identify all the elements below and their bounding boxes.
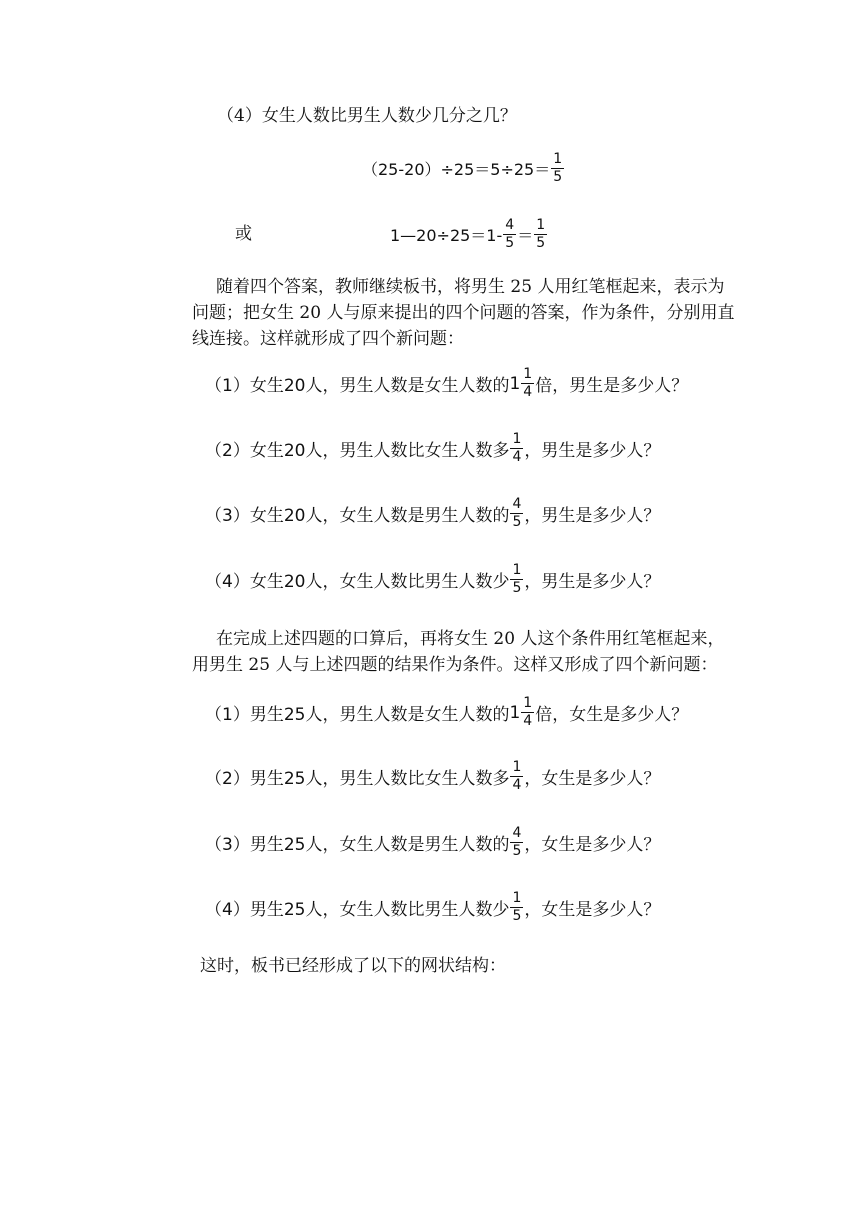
paragraph-1-line-2: 问题；把女生 20 人与原来提出的四个问题的答案，作为条件，分别用直	[192, 303, 735, 323]
paragraph-2-line-1: 在完成上述四题的口算后，再将女生 20 人这个条件用红笔框起来，	[216, 629, 725, 649]
mixed-number: 1 $\frac{1}{4}$	[509, 366, 533, 400]
question-set2-item-2: （2）男生25人，男生人数比女生人数多 $\frac{1}{4}$ ，女生是多少人？	[205, 759, 661, 793]
mixed-number: 1 $\frac{1}{4}$	[509, 695, 533, 729]
paragraph-2-line-2: 用男生 25 人与上述四题的结果作为条件。这样又形成了四个新问题：	[192, 655, 718, 675]
question-set1-item-3: （3）女生20人，女生人数是男生人数的 $\frac{4}{5}$ ，男生是多少人？	[205, 496, 661, 530]
equation-1-result-fraction: $\frac{1}{5}$	[553, 151, 563, 185]
question-set1-item-1: （1）女生20人，男生人数是女生人数的 1 $\frac{1}{4}$ 倍，男生是多少人？	[205, 366, 689, 400]
equation-2-result-fraction: $\frac{1}{5}$	[536, 217, 546, 251]
equation-2-part2: ＝	[517, 226, 534, 245]
equation-2-part1: 1—20÷25＝1-	[390, 226, 503, 245]
question-set2-item-3: （3）男生25人，女生人数是男生人数的 $\frac{4}{5}$ ，女生是多少人？	[205, 825, 661, 859]
question-set2-item-4: （4）男生25人，女生人数比男生人数少 $\frac{1}{5}$ ，女生是多少人？	[205, 890, 661, 924]
equation-1-lhs: （25-20）÷25＝5÷25＝	[362, 160, 551, 179]
question-set1-item-2: （2）女生20人，男生人数比女生人数多 $\frac{1}{4}$ ，男生是多少人？	[205, 431, 661, 465]
question-heading: （4）女生人数比男生人数少几分之几？	[217, 106, 517, 126]
question-set2-item-1: （1）男生25人，男生人数是女生人数的 1 $\frac{1}{4}$ 倍，女生是多少人？	[205, 695, 689, 729]
question-set1-item-4: （4）女生20人，女生人数比男生人数少 $\frac{1}{5}$ ，男生是多少人？	[205, 562, 661, 596]
paragraph-1-line-3: 线连接。这样就形成了四个新问题：	[192, 329, 464, 349]
equation-2-fraction: $\frac{4}{5}$	[505, 217, 515, 251]
closing-text: 这时，板书已经形成了以下的网状结构：	[200, 956, 506, 976]
equation-2	[390, 218, 548, 251]
equation-1	[362, 152, 565, 185]
or-label: 或	[235, 224, 252, 244]
paragraph-1-line-1: 随着四个答案，教师继续板书，将男生 25 人用红笔框起来，表示为	[216, 277, 725, 297]
